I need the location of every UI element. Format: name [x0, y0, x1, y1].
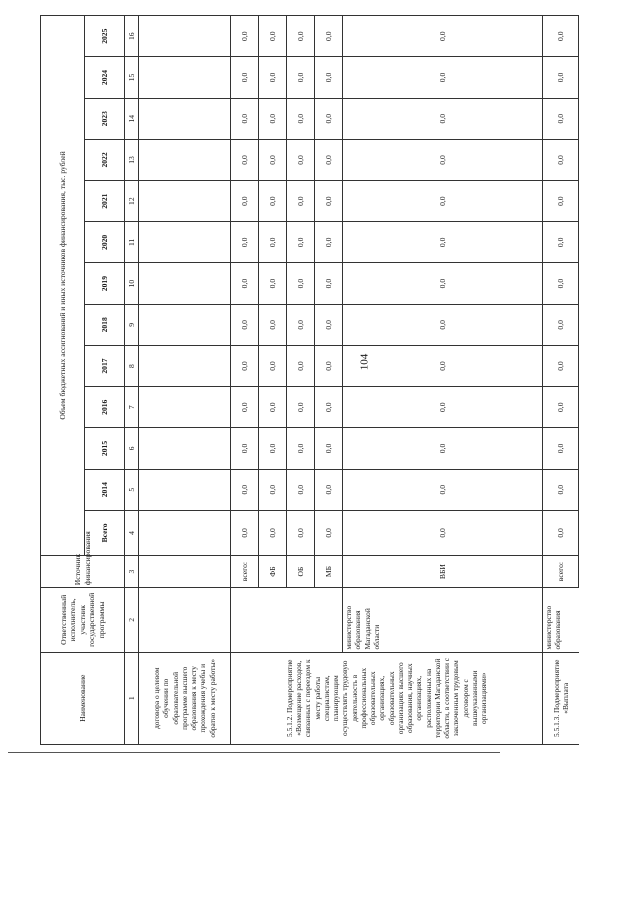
value-cell: 0,0	[543, 510, 579, 555]
value-cell: 0,0	[259, 98, 287, 139]
header-year: 2025	[85, 16, 125, 57]
value-cell: 0,0	[287, 222, 315, 263]
value-cell: 0,0	[543, 57, 579, 98]
value-cell: 0,0	[287, 469, 315, 510]
footer-rule	[8, 752, 500, 753]
column-number: 12	[125, 181, 139, 222]
value-cell: 0,0	[287, 263, 315, 304]
value-cell: 0,0	[231, 304, 259, 345]
value-cell: 0,0	[543, 222, 579, 263]
value-cell: 0,0	[315, 263, 343, 304]
value-cell: 0,0	[343, 345, 543, 386]
column-number: 10	[125, 263, 139, 304]
value-cell: 0,0	[343, 469, 543, 510]
value-cell: 0,0	[287, 510, 315, 555]
value-cell: 0,0	[259, 510, 287, 555]
source-cell: ОБ	[287, 556, 315, 588]
header-year: 2022	[85, 139, 125, 180]
value-cell: 0,0	[543, 387, 579, 428]
value-cell: 0,0	[259, 387, 287, 428]
value-cell: 0,0	[543, 469, 579, 510]
source-cell: всего:	[231, 556, 259, 588]
value-cell: 0,0	[259, 139, 287, 180]
value-cell: 0,0	[315, 98, 343, 139]
value-cell: 0,0	[543, 139, 579, 180]
value-cell: 0,0	[315, 57, 343, 98]
header-volume: Объем бюджетных ассигнований и иных источников финансирования, тыс. рублей	[41, 16, 85, 556]
value-cell: 0,0	[343, 222, 543, 263]
value-cell: 0,0	[315, 139, 343, 180]
value-cell: 0,0	[315, 16, 343, 57]
value-cell: 0,0	[231, 98, 259, 139]
header-year: 2023	[85, 98, 125, 139]
value-cell: 0,0	[231, 345, 259, 386]
executor-cell: министерство образования Магаданской области	[343, 588, 543, 652]
header-year: 2014	[85, 469, 125, 510]
value-cell: 0,0	[543, 263, 579, 304]
value-cell: 0,0	[231, 16, 259, 57]
value-cell: 0,0	[343, 428, 543, 469]
value-cell: 0,0	[315, 181, 343, 222]
value-cell: 0,0	[231, 139, 259, 180]
value-cell: 0,0	[543, 181, 579, 222]
value-cell: 0,0	[315, 345, 343, 386]
value-cell: 0,0	[259, 16, 287, 57]
value-cell: 0,0	[259, 469, 287, 510]
value-cell: 0,0	[287, 345, 315, 386]
value-cell: 0,0	[259, 304, 287, 345]
column-number: 4	[125, 510, 139, 555]
value-cell: 0,0	[543, 16, 579, 57]
executor-cell: министерство образования	[543, 588, 579, 652]
header-executor: Ответственный исполнитель, участник государственной программы	[41, 588, 125, 652]
value-cell: 0,0	[343, 387, 543, 428]
column-number: 1	[125, 652, 139, 744]
source-cell: всего:	[543, 556, 579, 588]
value-cell: 0,0	[343, 16, 543, 57]
column-number: 3	[125, 556, 139, 588]
column-number: 16	[125, 16, 139, 57]
table-row	[543, 16, 579, 745]
column-number: 7	[125, 387, 139, 428]
value-cell: 0,0	[287, 98, 315, 139]
rotated-table-container	[40, 15, 570, 745]
value-cell: 0,0	[315, 510, 343, 555]
column-number: 14	[125, 98, 139, 139]
source-cell: ФБ	[259, 556, 287, 588]
value-cell: 0,0	[231, 222, 259, 263]
column-number: 9	[125, 304, 139, 345]
column-number: 8	[125, 345, 139, 386]
value-cell: 0,0	[343, 98, 543, 139]
value-cell: 0,0	[287, 387, 315, 428]
value-cell: 0,0	[343, 139, 543, 180]
value-cell: 0,0	[343, 263, 543, 304]
value-cell: 0,0	[287, 57, 315, 98]
continuation-name: договора о целевом обучении по образовательной программе высшего образования к месту прохождения учебы и обратно к месту работы»	[139, 652, 231, 744]
column-number: 2	[125, 588, 139, 652]
value-cell: 0,0	[315, 387, 343, 428]
header-source: Источник финансирования	[41, 556, 125, 588]
value-cell: 0,0	[543, 345, 579, 386]
page-number: 104	[358, 353, 371, 371]
column-number: 5	[125, 469, 139, 510]
value-cell: 0,0	[259, 57, 287, 98]
value-cell: 0,0	[343, 304, 543, 345]
financing-table	[40, 15, 579, 745]
source-cell: ВБИ	[343, 556, 543, 588]
value-cell: 0,0	[543, 98, 579, 139]
value-cell: 0,0	[287, 16, 315, 57]
table-row-continuation	[139, 16, 231, 745]
column-number: 15	[125, 57, 139, 98]
header-name: Наименование	[41, 652, 125, 744]
value-cell: 0,0	[315, 304, 343, 345]
value-cell: 0,0	[231, 469, 259, 510]
value-cell: 0,0	[343, 510, 543, 555]
value-cell: 0,0	[231, 510, 259, 555]
value-cell: 0,0	[231, 181, 259, 222]
measure-name: 5.5.1.3. Подмероприятие «Выплата	[543, 652, 579, 744]
value-cell: 0,0	[231, 387, 259, 428]
value-cell: 0,0	[259, 222, 287, 263]
value-cell: 0,0	[259, 181, 287, 222]
value-cell: 0,0	[287, 139, 315, 180]
measure-name: 5.5.1.2. Подмероприятие «Возмещение расходов, связанных с переездом к месту работы специалистам, планирующим осуществлять трудовую деятельность в профессиональных образовательных организациях, образовательных организациях высшего образования, научных организациях, расположенных на территории Магаданской области, в соответствии с заключенным трудовым договором с вышеуказанными организациями»	[231, 652, 543, 744]
column-number: 11	[125, 222, 139, 263]
value-cell: 0,0	[259, 428, 287, 469]
header-year: 2021	[85, 181, 125, 222]
value-cell: 0,0	[287, 304, 315, 345]
table-row	[231, 16, 259, 745]
header-year: 2018	[85, 304, 125, 345]
value-cell: 0,0	[315, 428, 343, 469]
value-cell: 0,0	[259, 345, 287, 386]
value-cell: 0,0	[231, 57, 259, 98]
source-cell: МБ	[315, 556, 343, 588]
value-cell: 0,0	[343, 57, 543, 98]
header-year: 2020	[85, 222, 125, 263]
header-year: 2015	[85, 428, 125, 469]
column-number: 6	[125, 428, 139, 469]
value-cell: 0,0	[231, 263, 259, 304]
value-cell: 0,0	[287, 428, 315, 469]
header-year: 2024	[85, 57, 125, 98]
value-cell: 0,0	[343, 181, 543, 222]
header-total: Всего	[85, 510, 125, 555]
header-year: 2016	[85, 387, 125, 428]
table-row	[343, 16, 543, 745]
value-cell: 0,0	[287, 181, 315, 222]
value-cell: 0,0	[315, 469, 343, 510]
value-cell: 0,0	[259, 263, 287, 304]
value-cell: 0,0	[543, 428, 579, 469]
value-cell: 0,0	[543, 304, 579, 345]
value-cell: 0,0	[231, 428, 259, 469]
header-year: 2019	[85, 263, 125, 304]
header-year: 2017	[85, 345, 125, 386]
value-cell: 0,0	[315, 222, 343, 263]
column-number: 13	[125, 139, 139, 180]
